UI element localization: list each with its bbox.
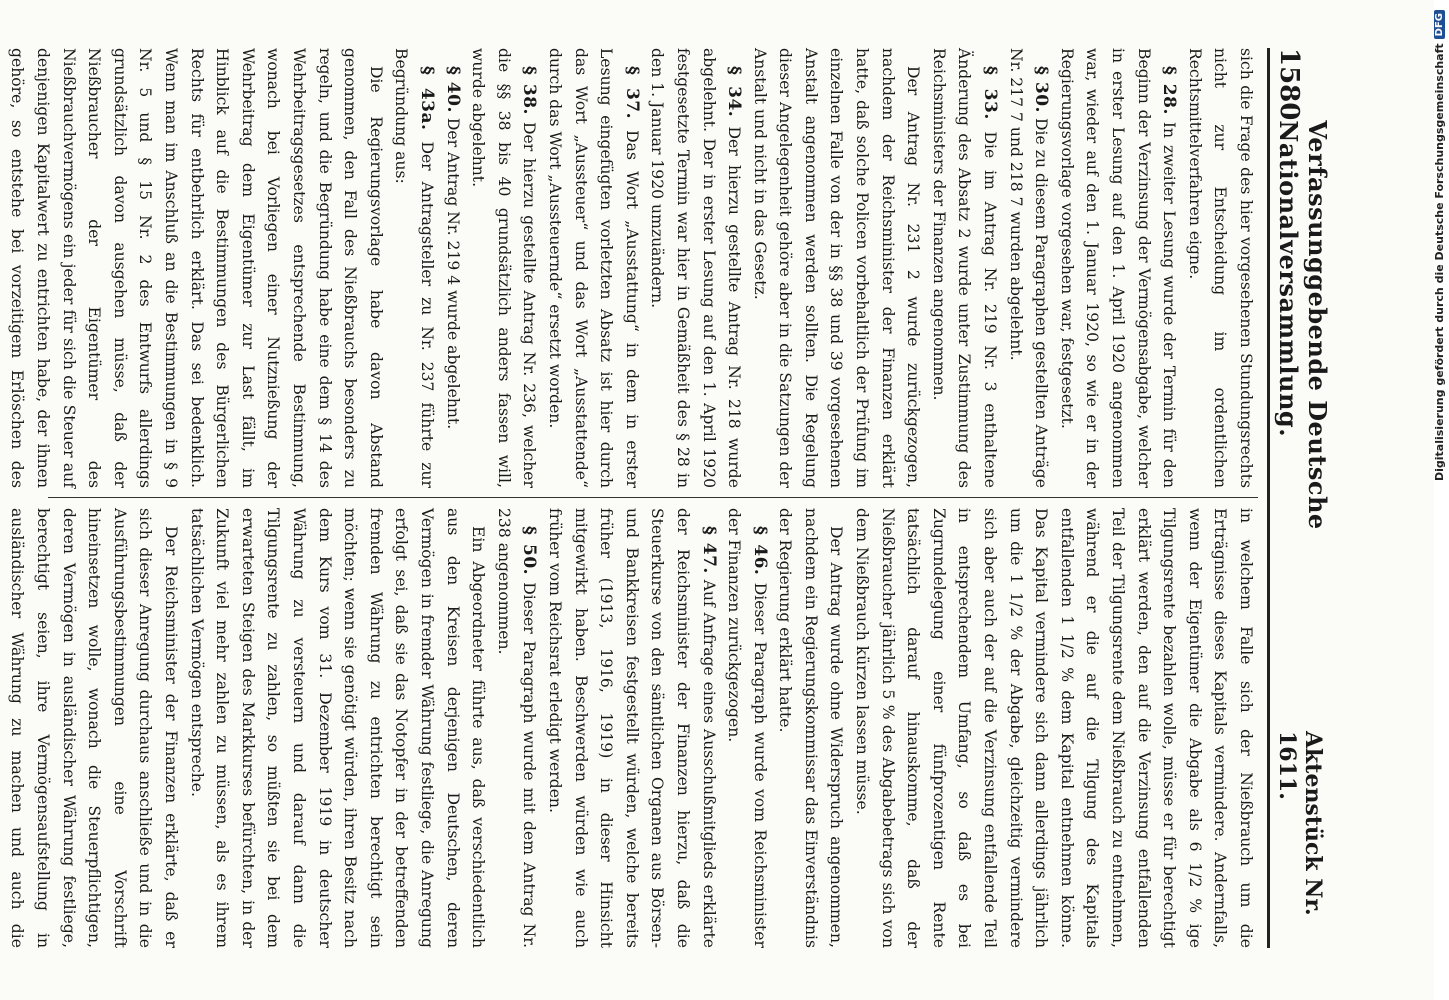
section-marker: § 30. — [1031, 66, 1052, 113]
paragraph — [541, 508, 720, 948]
paragraph — [721, 508, 772, 948]
paragraph-text: Die Regierungsvorlage habe davon Abstand genommen, den Fall des Nießbrauchs besonders zu regeln, und die Begründung habe eine dem § 14 des Wehrbeitragsgesetzes entsprechende Bestimmung, wonach bei Vorliegen einer Nutznießung der Wehrbeitrag dem Eigentümer zur Last fällt, im Hinblick auf die Bestimmungen des Bürgerlichen Rechts für entbehrlich erklärt. Das sei bedenklich. Wenn man im Anschluß an die Bestimmungen in § 9 Nr. 5 und § 15 Nr. 2 des Entwurfs allerdings grundsätzlich davon ausgehen müsse, daß der Nießbraucher der Eigentümer des Nießbrauchvermögens ein jeder für sich die Steuer auf denjenigen Kapitalwert zu entrichten habe, der ihnen gehöre, so entstehe bei vorzeitigem Erlöschen des — [8, 48, 385, 488]
paragraph-text: Auf Anfrage eines Ausschußmitglieds erklärte der Reichsminister der Finanzen hierzu, daß die Steuerkurse von den sämtlichen Organen aus Börsen- und Bankkreisen festgestellt würden, welche bereits früher (1913, 1916, 1919) in dieser Hinsicht mitgewirkt haben. Beschwerden würden wie auch früher vom Reichsrat erledigt werden. — [545, 508, 718, 948]
paragraph-text: Ein Abgeordneter führte aus, daß verschiedentlich aus den Kreisen derjenigen Deutschen, deren Vermögen in fremder Währung festliege, die Anregung erfolgt sei, daß sie das Notopfer in der betreffenden fremden Währung zu entrichten berechtigt sein möchten; wenn sie genötigt würden, ihren Besitz nach dem Kurs vom 31. Dezember 1919 in deutscher Währung zu versteuern und darauf dann die Tilgungsrente zu zahlen, so müßten sie bei dem erwarteten Steigen des Markkurses befürchten, in der Zukunft viel mehr zahlen zu müssen, als es ihrem tatsächlichen Vermögen entspreche. — [187, 508, 488, 948]
page-number: 1580 — [1274, 48, 1304, 121]
paragraph-text: Der hierzu gestellte Antrag Nr. 218 wurde abgelehnt. Der in erster Lesung auf den 1. April 1920 festgesetzte Termin war hier in Gemäßheit des § 28 in den 1. Januar 1920 umzuändern. — [648, 48, 744, 488]
dfg-logo: DFG — [1434, 10, 1445, 39]
paragraph — [1053, 48, 1181, 488]
paragraph — [772, 508, 849, 948]
paragraph-text: in welchem Falle sich der Nießbrauch um die Erträgnisse dieses Kapitals vermindere. Andernfalls, wenn der Eigentümer die Abgabe als 6 1/2 % ige Tilgungsrente bezahlen wolle, müsse er für berechtigt erklärt werden, den auf die Verzinsung entfallenden Teil der Tilgungsrente dem Nießbrauch zu entnehmen, während er die auf die Tilgung des Kapitals entfallenden 1 1/2 % dem Kapital entnehmen könne. Das Kapital vermindere sich dann allerdings jährlich um die 1 1/2 % der Abgabe, gleichzeitig vermindere sich aber auch der auf die Verzinsung entfallende Teil in entsprechendem Umfang, so daß es bei Zugrundelegung einer fünfprozentigen Rente tatsächlich darauf hinauskomme, daß der Nießbraucher jährlich 5 % des Abgabebetrags sich von dem Nießbrauch kürzen lassen müsse. — [853, 508, 1255, 948]
paragraph — [0, 508, 183, 948]
paragraph — [1181, 48, 1258, 488]
paragraph-text: Der hierzu gestellte Antrag Nr. 236, welcher die §§ 38 bis 40 grundsätzlich anders fassen will, wurde abgelehnt. — [469, 48, 539, 488]
section-marker: § 37. — [621, 66, 642, 120]
paragraph — [465, 48, 542, 488]
paragraph — [541, 48, 643, 488]
section-marker: § 28. — [1159, 66, 1180, 115]
paragraph-text: Der Antragsteller zu Nr. 237 führte zur Begründung aus: — [392, 48, 436, 488]
section-marker: § 47. — [698, 526, 719, 574]
paragraph — [388, 48, 439, 488]
section-marker: § 33. — [980, 66, 1001, 120]
left-column — [8, 48, 1258, 488]
paragraph — [439, 48, 465, 488]
paragraph-text: Dieser Paragraph wurde vom Reichsminister der Finanzen zurückgezogen. — [725, 508, 769, 948]
section-marker: § 38. — [519, 66, 540, 115]
paragraph-text: Die im Antrag Nr. 219 Nr. 3 enthaltene Änderung des Absatz 2 wurde unter Zustimmung des Reichsministers der Finanzen angenommen. — [929, 48, 1000, 488]
section-marker: § 43a. — [417, 66, 437, 131]
paragraph — [183, 508, 490, 948]
section-marker: § 34. — [724, 66, 745, 118]
paragraph-text: Das Wort „Ausstattung“ in dem in erster Lesung eingefügten vorletzten Absatz ist hier durch das Wort „Aussteuer“ und das Wort „Ausstattende“ durch das Wort „Aussteuernde“ ersetzt worden. — [545, 48, 641, 488]
paragraph-text: Die zu diesem Paragraphen gestellten Anträge Nr. 217 7 und 218 7 wurden abgelehnt. — [1006, 48, 1051, 488]
paragraph — [925, 48, 1002, 488]
section-marker: § 50. — [519, 526, 540, 576]
section-marker: § 46. — [749, 526, 770, 576]
right-column — [8, 508, 1258, 948]
paragraph — [644, 48, 746, 488]
digitization-note — [1412, 10, 1446, 990]
paragraph-text: Dieser Paragraph wurde mit dem Antrag Nr. 238 angenommen. — [494, 508, 539, 948]
page-header — [1274, 48, 1332, 948]
document-reference: Aktenstück Nr. 1611. — [1274, 730, 1326, 916]
section-marker: § 40. — [442, 66, 463, 113]
paragraph — [490, 508, 541, 948]
paragraph-text: Der Antrag Nr. 219 4 wurde abgelehnt. — [443, 117, 462, 430]
column-divider — [48, 497, 1258, 498]
running-title: Verfassunggebende Deutsche Nationalversammlung. — [1274, 120, 1332, 530]
paragraph — [849, 508, 1259, 948]
paragraph-text: sich die Frage des hier vorgesehenen Stundungsrechts nicht zur Entscheidung im ordentlichen Rechtsmittelverfahren eigne. — [1185, 48, 1255, 488]
paragraph-text: In zweiter Lesung wurde der Termin für den Beginn der Verzinsung der Vermögensabgabe, welcher in erster Lesung auf den 1. April 1920 angenommen war, wieder auf den 1. Januar 1920, so wie er in der Regierungsvorlage vorgesehen war, festgesetzt. — [1057, 48, 1179, 488]
paragraph-text: Der Antrag wurde ohne Widerspruch angenommen, nachdem ein Regierungskommissar das Einverständnis der Regierung erklärt hatte. — [776, 508, 846, 948]
header-rule — [1267, 48, 1270, 948]
digitization-text: Digitalisierung gefördert durch die Deutsche Forschungsgemeinschaft — [1432, 43, 1446, 482]
paragraph — [0, 48, 388, 488]
paragraph-text: Der Reichsminister der Finanzen erklärte, daß er sich dieser Anregung durchaus anschließe und in die Ausführungsbestimmungen eine Vorschrift hineinsetzen wolle, wonach die Steuerpflichtigen, deren Vermögen in ausländischer Währung festliege, berechtigt seien, ihre Vermögensaufstellung in ausländischer Währung zu machen und auch die — [8, 508, 181, 948]
paragraph-text: Der Antrag Nr. 231 2 wurde zurückgezogen, nachdem der Reichsminister der Finanzen erklärt hatte, daß solche Policen vorbehaltlich der Prüfung im einzelnen Falle von der in §§ 38 und 39 vorgesehenen Anstalt angenommen werden sollten. Die Regelung dieser Angelegenheit gehöre aber in die Satzungen der Anstalt und nicht in das Gesetz. — [750, 48, 923, 488]
paragraph — [1002, 48, 1053, 488]
paragraph — [746, 48, 925, 488]
